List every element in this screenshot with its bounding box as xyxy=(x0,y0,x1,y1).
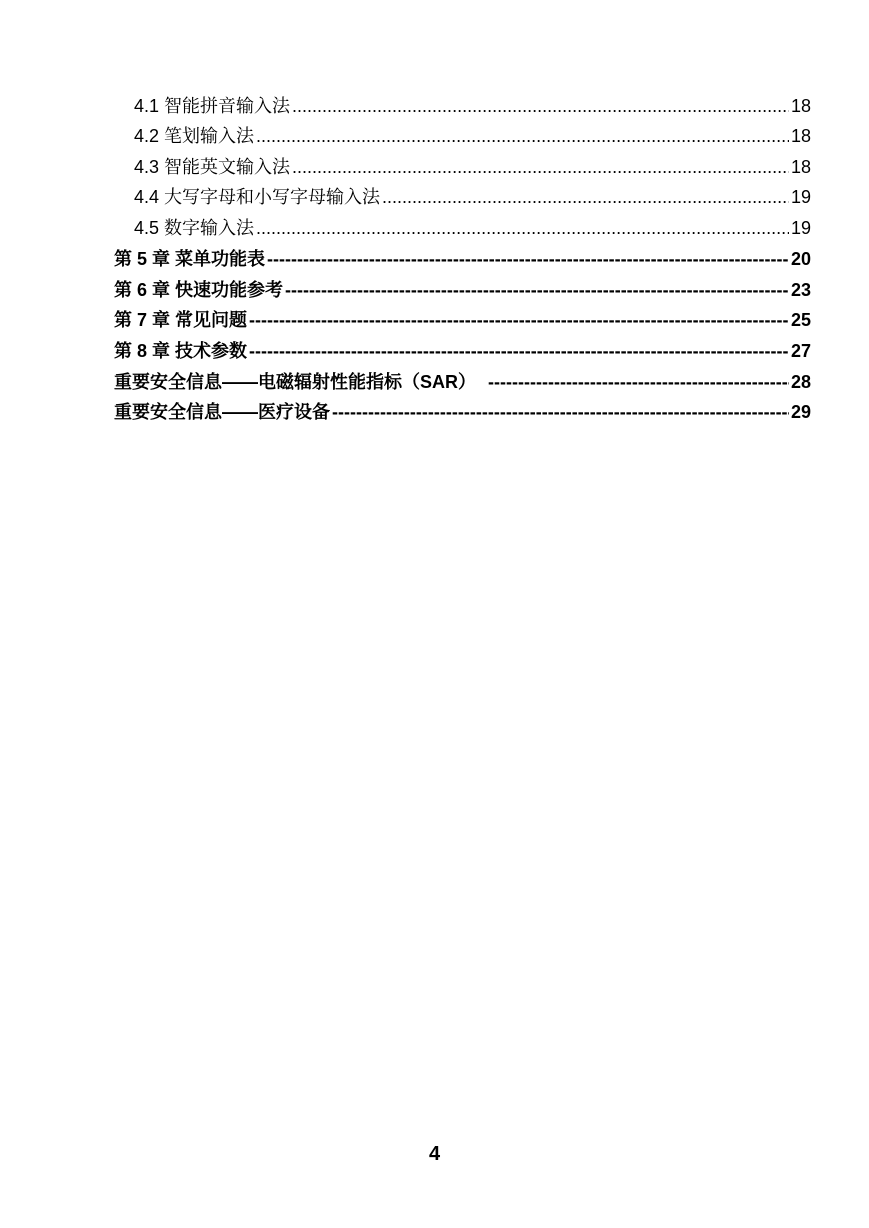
toc-entry-safety-sar[interactable] xyxy=(114,368,811,396)
toc-entry-title: 重要安全信息——医疗设备 xyxy=(114,402,330,422)
toc-entry-page: 19 xyxy=(790,218,811,238)
page-number: 4 xyxy=(428,1143,441,1165)
toc-dash-leader xyxy=(249,306,789,334)
toc-entry-chapter-8[interactable] xyxy=(114,337,811,365)
toc-dot-leader xyxy=(256,214,789,242)
toc-entry-title: 第 7 章 常见问题 xyxy=(114,310,248,330)
toc-entry-title: 第 5 章 菜单功能表 xyxy=(114,249,266,269)
toc-entry-4-5[interactable] xyxy=(134,214,811,242)
toc-dash-leader xyxy=(285,276,789,304)
toc-dot-leader xyxy=(382,183,789,211)
toc-dot-leader xyxy=(292,153,789,181)
toc-entry-title: 4.2 笔划输入法 xyxy=(134,126,255,146)
toc-entry-4-3[interactable] xyxy=(134,153,811,181)
toc-dash-leader xyxy=(267,245,789,273)
toc-entry-chapter-6[interactable] xyxy=(114,276,811,304)
toc-entry-page: 18 xyxy=(790,157,811,177)
toc-entry-4-1[interactable] xyxy=(134,92,811,120)
toc-entry-page: 18 xyxy=(790,96,811,116)
toc-entry-4-2[interactable] xyxy=(134,122,811,150)
toc-entry-title: 第 8 章 技术参数 xyxy=(114,341,248,361)
toc-dot-leader xyxy=(256,122,789,150)
toc-entry-page: 29 xyxy=(790,402,811,422)
toc-entry-chapter-7[interactable] xyxy=(114,306,811,334)
toc-entry-page: 18 xyxy=(790,126,811,146)
toc-entry-page: 28 xyxy=(790,372,811,392)
toc-entry-safety-medical[interactable] xyxy=(114,398,811,426)
toc-entry-page: 27 xyxy=(790,341,811,361)
toc-dash-leader xyxy=(249,337,789,365)
toc-entry-page: 25 xyxy=(790,310,811,330)
toc-entry-title: 4.4 大写字母和小写字母输入法 xyxy=(134,187,381,207)
toc-entry-page: 20 xyxy=(790,249,811,269)
toc-entry-page: 19 xyxy=(790,187,811,207)
toc-entry-chapter-5[interactable] xyxy=(114,245,811,273)
toc-entry-title: 4.3 智能英文输入法 xyxy=(134,157,291,177)
toc-entry-page: 23 xyxy=(790,280,811,300)
toc-dash-leader xyxy=(332,398,789,426)
toc-entry-title: 4.1 智能拼音输入法 xyxy=(134,96,291,116)
toc-entry-title: 第 6 章 快速功能参考 xyxy=(114,280,284,300)
toc-dot-leader xyxy=(292,92,789,120)
toc-entry-title: 重要安全信息——电磁辐射性能指标（SAR） xyxy=(114,372,477,392)
toc-entry-4-4[interactable] xyxy=(134,183,811,211)
toc-dash-leader xyxy=(488,368,789,396)
toc-entry-title: 4.5 数字输入法 xyxy=(134,218,255,238)
